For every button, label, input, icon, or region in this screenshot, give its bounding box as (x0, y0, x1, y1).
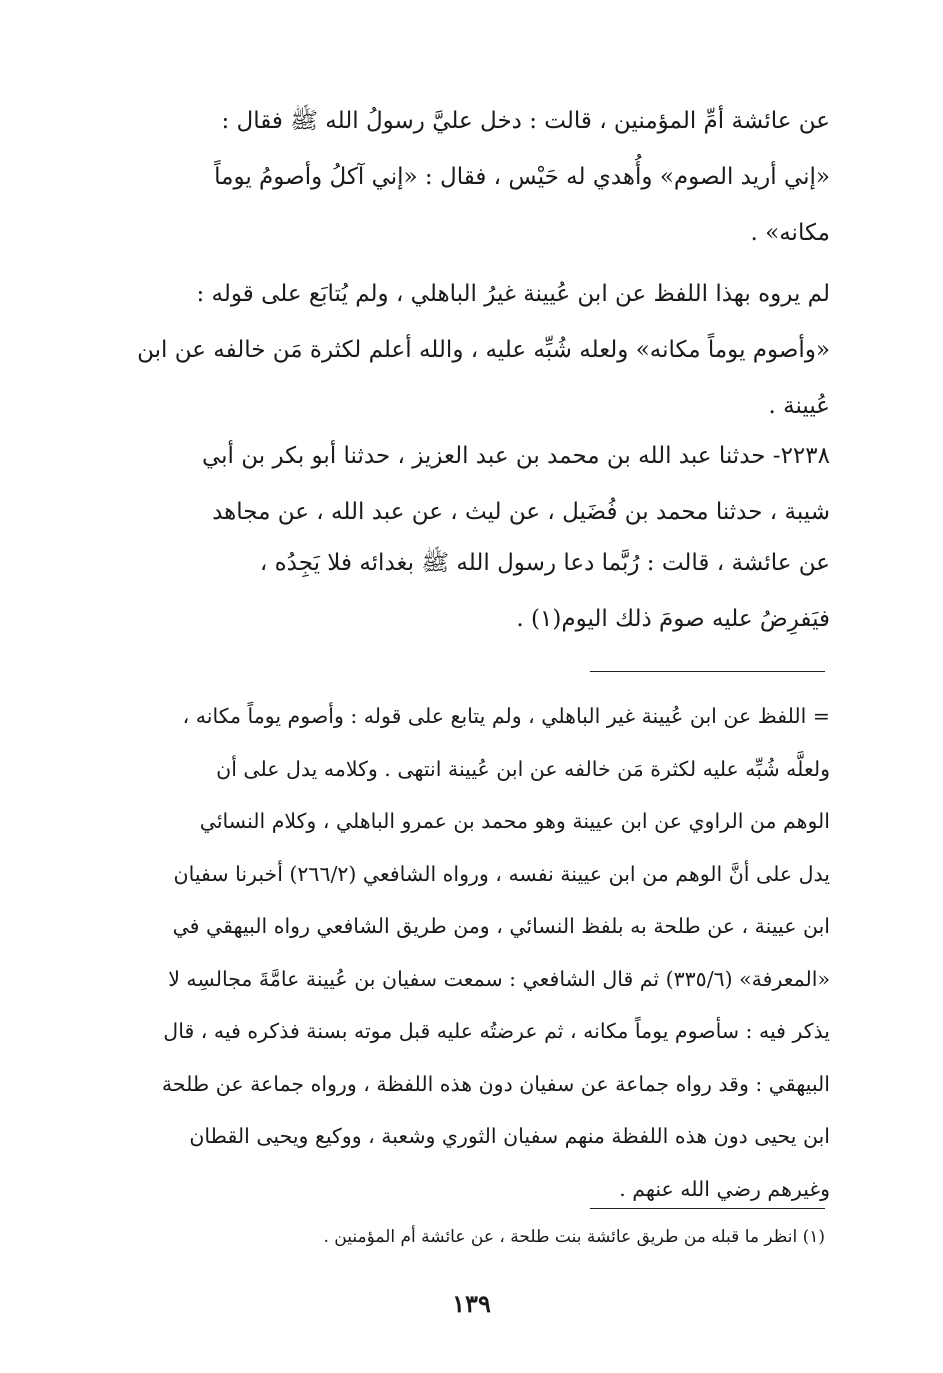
isnad-paragraph (118, 428, 830, 540)
text-line: عُيينة . (768, 393, 830, 419)
text-line: لم يروه بهذا اللفظ عن ابن عُيينة غيرُ الباهلي ، ولم يُتابَع على قوله : (196, 281, 830, 307)
continued-note (112, 690, 830, 1215)
note-line: ابن عيينة ، عن طلحة به بلفظ النسائي ، ومن طريق الشافعي رواه البيهقي في (172, 914, 830, 938)
footnote-separator (590, 1208, 825, 1209)
note-line: «المعرفة» (٣٣٥/٦) ثم قال الشافعي : سمعت سفيان بن عُيينة عامَّةَ مجالسِه لا (168, 966, 830, 991)
page-number: ١٣٩ (452, 1289, 491, 1318)
commentary-paragraph (118, 266, 830, 434)
note-line: يذكر فيه : سأصوم يوماً مكانه ، ثم عرضتُه عليه قبل موته بسنة فذكره فيه ، قال (163, 1019, 830, 1043)
footnote: (١) انظر ما قبله من طريق عائشة بنت طلحة ، عن عائشة أم المؤمنين . (323, 1227, 825, 1247)
note-line: الوهم من الراوي عن ابن عيينة وهو محمد بن عمرو الباهلي ، وكلام النسائي (199, 809, 830, 833)
text-line: عن عائشة ، قالت : رُبَّما دعا رسول الله ﷺ بغدائه فلا يَجِدُه ، (259, 550, 830, 576)
notes-separator (590, 671, 825, 672)
text-line: ٢٢٣٨- حدثنا عبد الله بن محمد بن عبد العزيز ، حدثنا أبو بكر بن أبي (201, 443, 830, 469)
note-line: = اللفظ عن ابن عُيينة غير الباهلي ، ولم يتابع على قوله : وأصوم يوماً مكانه ، (182, 704, 830, 728)
text-line: عن عائشة أمِّ المؤمنين ، قالت : دخل عليَّ رسولُ الله ﷺ فقال : (221, 108, 830, 134)
text-line: فيَفرِضُ عليه صومَ ذلك اليوم(١) . (516, 606, 830, 632)
note-line: ولعلَّه شُبِّه عليه لكثرة مَن خالفه عن ابن عُيينة انتهى . وكلامه يدل على أن (216, 756, 830, 781)
note-line: ابن يحيى دون هذه اللفظة منهم سفيان الثوري وشعبة ، ووكيع ويحيى القطان (189, 1124, 830, 1148)
hadith-paragraph (118, 535, 830, 647)
note-line: البيهقي : وقد رواه جماعة عن سفيان دون هذه اللفظة ، ورواه جماعة عن طلحة (161, 1071, 830, 1096)
hadith-paragraph (118, 93, 830, 261)
text-line: «وأصوم يوماً مكانه» ولعله شُبِّه عليه ، والله أعلم لكثرة مَن خالفه عن ابن (137, 337, 830, 363)
text-line: شيبة ، حدثنا محمد بن فُضَيل ، عن ليث ، عن عبد الله ، عن مجاهد (212, 499, 830, 525)
note-line: وغيرهم رضي الله عنهم . (619, 1176, 830, 1201)
text-line: «إني أريد الصوم» وأُهدي له حَيْس ، فقال : «إني آكلُ وأصومُ يوماً (214, 164, 830, 190)
note-line: يدل على أنَّ الوهم من ابن عيينة نفسه ، ورواه الشافعي (٢٦٦/٢) أخبرنا سفيان (173, 861, 830, 886)
text-line: مكانه» . (750, 220, 830, 246)
